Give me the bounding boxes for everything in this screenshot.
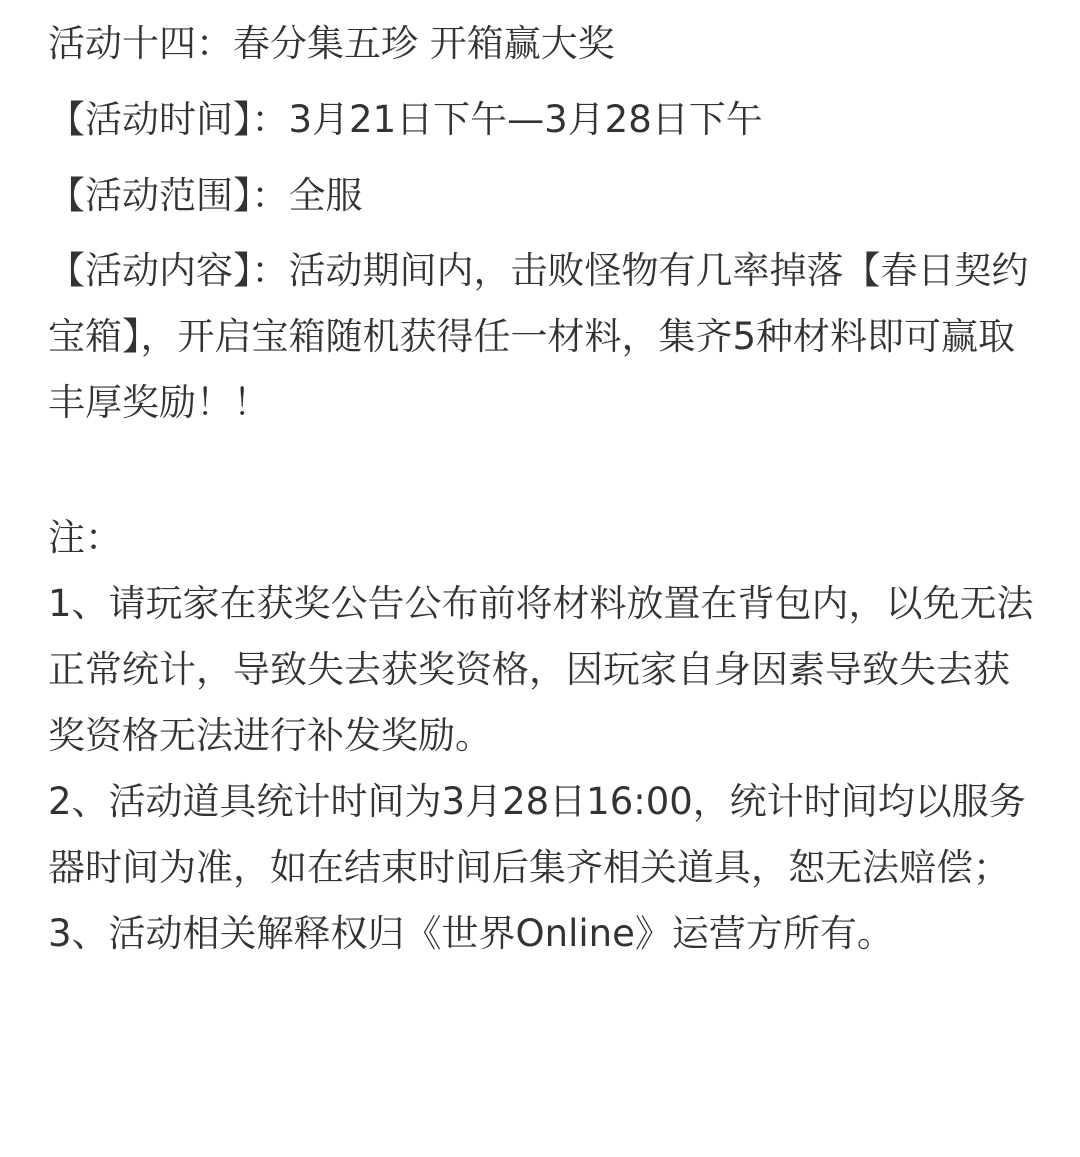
activity-scope-value: 全服 (288, 174, 363, 217)
activity-content-value: 活动期间内，击败怪物有几率掉落【春日契约宝箱】，开启宝箱随机获得任一材料，集齐5种材料即可赢取丰厚奖励！！ (48, 249, 1029, 424)
activity-scope-label: 【活动范围】： (48, 174, 289, 217)
notes-title: 注： (48, 516, 122, 559)
activity-time-label: 【活动时间】： (48, 98, 289, 141)
note-item-3: 3、活动相关解释权归《世界Online》运营方所有。 (48, 912, 894, 955)
note-item-1: 1、请玩家在获奖公告公布前将材料放置在背包内，以免无法正常统计，导致失去获奖资格，因玩家自身因素导致失去获奖资格无法进行补发奖励。 (48, 582, 1034, 757)
note-item-2: 2、活动道具统计时间为3月28日16:00，统计时间均以服务器时间为准，如在结束时间后集齐相关道具，恕无法赔偿； (48, 780, 1026, 889)
spacer (48, 436, 1040, 505)
activity-time-value: 3月21日下午—3月28日下午 (288, 98, 763, 141)
activity-content-label: 【活动内容】： (48, 249, 289, 292)
activity-scope-row (48, 162, 1040, 230)
activity-content-row (48, 238, 1040, 436)
activity-title: 活动十四：春分集五珍 开箱赢大奖 (48, 22, 615, 65)
activity-time-row (48, 86, 1040, 154)
